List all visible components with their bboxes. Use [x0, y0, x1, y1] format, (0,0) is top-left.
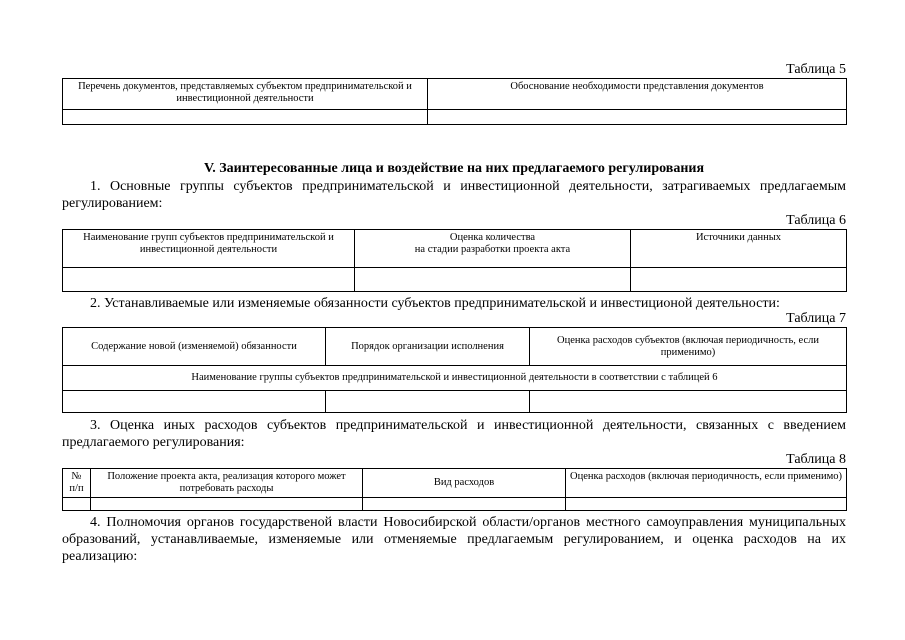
table-8-cell: [91, 498, 363, 511]
table-8-header-cost-type: Вид расходов: [363, 469, 566, 498]
table-7-header-procedure: Порядок организации исполнения: [326, 328, 530, 366]
table-5: [62, 78, 847, 125]
table-6-cell: [63, 268, 355, 292]
table-6-cell: [355, 268, 631, 292]
paragraph-3: 3. Оценка иных расходов субъектов предпринимательской и инвестиционной деятельности, связанных с введением предлагаемого регулирования:: [62, 418, 846, 450]
paragraph-2: 2. Устанавливаемые или изменяемые обязанности субъектов предпринимательской и инвестиционой деятельности:: [90, 296, 780, 311]
table-6-header-count: Оценка количества на стадии разработки проекта акта: [355, 230, 631, 268]
table-8-caption: Таблица 8: [786, 452, 846, 467]
table-6-header-groups: Наименование групп субъектов предпринимательской и инвестиционной деятельности: [63, 230, 355, 268]
table-6: [62, 229, 847, 292]
paragraph-1: 1. Основные группы субъектов предпринимательской и инвестиционной деятельности, затрагиваемых предлагаемым регулированием:: [62, 179, 846, 211]
section-heading: V. Заинтересованные лица и воздействие на них предлагаемого регулирования: [203, 161, 705, 176]
table-8-cell: [566, 498, 847, 511]
table-8-cell: [63, 498, 91, 511]
table-7-cell: [63, 391, 326, 413]
table-6-header-sources: Источники данных: [631, 230, 847, 268]
table-7-header-costs: Оценка расходов субъектов (включая периодичность, если применимо): [530, 328, 847, 366]
table-7-cell: [530, 391, 847, 413]
table-5-caption: Таблица 5: [786, 62, 846, 77]
table-7: [62, 327, 847, 413]
table-7-caption: Таблица 7: [786, 311, 846, 326]
table-5-cell: [63, 110, 428, 125]
table-8-header-provision: Положение проекта акта, реализация которого может потребовать расходы: [91, 469, 363, 498]
table-8-header-number: № п/п: [63, 469, 91, 498]
table-8-header-cost-estimate: Оценка расходов (включая периодичность, если применимо): [566, 469, 847, 498]
table-5-cell: [428, 110, 847, 125]
table-8: [62, 468, 847, 511]
table-8-cell: [363, 498, 566, 511]
table-6-caption: Таблица 6: [786, 213, 846, 228]
paragraph-4: 4. Полномочия органов государственой власти Новосибирской области/органов местного самоуправления муниципальных образований, устанавливаемые, изменяемые или отменяемые предлагаемым регулированием, и оценка расходов на их реализацию:: [62, 515, 846, 564]
table-7-cell: [326, 391, 530, 413]
table-6-cell: [631, 268, 847, 292]
table-5-header-documents: Перечень документов, представляемых субъектом предпринимательской и инвестиционной деятельности: [63, 79, 428, 110]
table-7-group-row: Наименование группы субъектов предпринимательской и инвестиционной деятельности в соответствии с таблицей 6: [63, 366, 847, 391]
table-7-header-duty: Содержание новой (изменяемой) обязанности: [63, 328, 326, 366]
table-5-header-justification: Обоснование необходимости представления документов: [428, 79, 847, 110]
